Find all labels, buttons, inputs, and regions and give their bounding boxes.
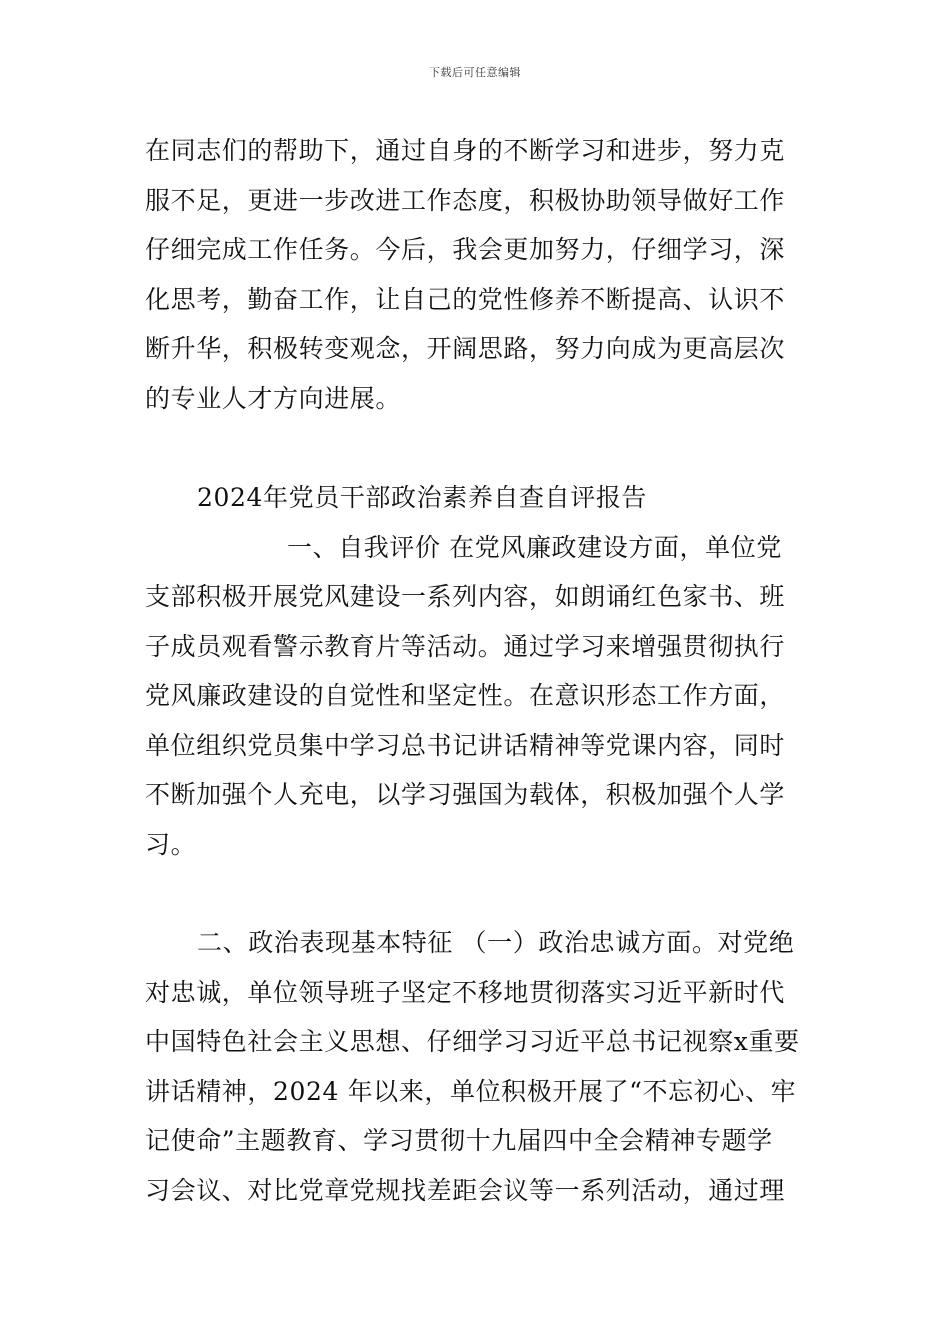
text-line: 对忠诚，单位领导班子坚定不移地贯彻落实习近平新时代: [145, 977, 786, 1007]
text-line: 支部积极开展党风建设一系列内容，如朗诵红色家书、班: [145, 582, 786, 611]
text-line: 一、自我评价 在党风廉政建设方面，单位党: [287, 532, 782, 562]
text-line: 习会议、对比党章党规找差距会议等一系列活动，通过理: [145, 1175, 786, 1205]
text-line: 不断加强个人充电，以学习强国为载体，积极加强个人学: [145, 780, 786, 809]
text-line: 在同志们的帮助下，通过自身的不断学习和进步，努力克: [145, 136, 786, 165]
text-line: 化思考，勤奋工作，让自己的党性修养不断提高、认识不: [145, 284, 786, 314]
text-line: 中国特色社会主义思想、仔细学习习近平总书记视察x重要: [145, 1027, 800, 1056]
text-line: 的专业人才方向进展。: [145, 383, 402, 413]
paragraph-2: [145, 473, 815, 869]
text-line: 单位组织党员集中学习总书记讲话精神等党课内容，同时: [145, 730, 786, 760]
page-header: 下载后可任意编辑: [429, 66, 521, 79]
text-line: 党风廉政建设的自觉性和坚定性。在意识形态工作方面，: [145, 681, 786, 710]
text-line: 记使命”主题教育、学习贯彻十九届四中全会精神专题学: [145, 1126, 773, 1155]
paragraph-1: [145, 126, 815, 423]
paragraph-3: [145, 918, 815, 1215]
text-line: 子成员观看警示教育片等活动。通过学习来增强贯彻执行: [145, 631, 786, 661]
text-line: 仔细完成工作任务。今后，我会更加努力，仔细学习，深: [145, 235, 786, 264]
text-line: 讲话精神，2024 年以来，单位积极开展了“不忘初心、牢: [145, 1076, 797, 1106]
text-line: 二、政治表现基本特征 （一）政治忠诚方面。对党绝: [197, 928, 795, 957]
report-title: 2024年党员干部政治素养自查自评报告: [197, 483, 648, 512]
text-line: 习。: [145, 829, 197, 859]
text-line: 断升华，积极转变观念，开阔思路，努力向成为更高层次: [145, 334, 786, 363]
text-line: 服不足，更进一步改进工作态度，积极协助领导做好工作: [145, 185, 786, 215]
